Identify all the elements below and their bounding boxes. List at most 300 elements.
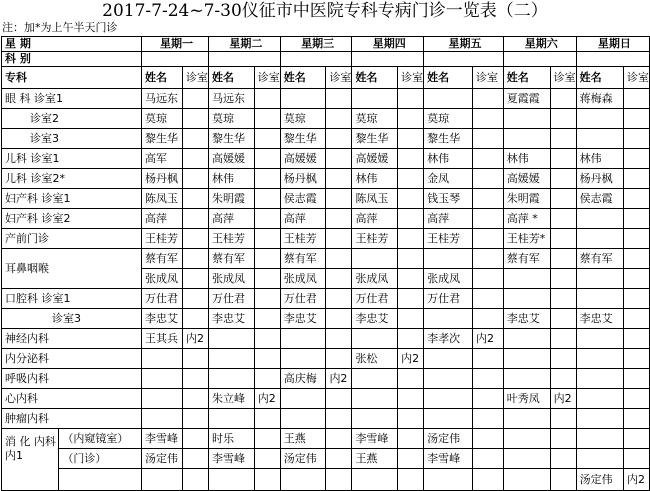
- clinic-column-header: 诊室: [183, 67, 209, 89]
- department-label: 肿瘤内科: [2, 409, 142, 429]
- department-label: 诊室3: [2, 309, 142, 329]
- doctor-name-cell: [142, 409, 183, 429]
- doctor-name-cell: 高媛媛: [503, 169, 550, 189]
- clinic-room-cell: [398, 309, 424, 329]
- clinic-room-cell: [623, 249, 649, 269]
- clinic-room-cell: [623, 169, 649, 189]
- doctor-name-cell: 莫琼: [424, 109, 473, 129]
- doctor-name-cell: 王桂芳: [352, 229, 398, 249]
- clinic-room-cell: [326, 169, 352, 189]
- day-header: 星期五: [424, 37, 504, 52]
- day-header: 星期一: [142, 37, 209, 52]
- doctor-name-cell: 王燕: [280, 429, 326, 449]
- doctor-name-cell: 李孝次: [424, 329, 473, 349]
- doctor-name-cell: 朱明霞: [503, 189, 550, 209]
- doctor-name-cell: 王桂芳: [280, 229, 326, 249]
- doctor-name-cell: 李忠艾: [209, 309, 255, 329]
- clinic-column-header: 诊室: [473, 67, 504, 89]
- doctor-name-cell: 朱立峰: [209, 389, 255, 409]
- doctor-name-cell: 黎生华: [280, 129, 326, 149]
- clinic-room-cell: [183, 189, 209, 209]
- clinic-subtype-label: （内窥镜室）: [59, 429, 142, 449]
- clinic-room-cell: [550, 149, 576, 169]
- clinic-room-cell: [254, 309, 280, 329]
- clinic-room-cell: [473, 409, 504, 429]
- doctor-name-cell: [424, 369, 473, 389]
- day-header-spacer: [503, 52, 576, 67]
- department-label: 儿科 诊室1: [2, 149, 142, 169]
- clinic-room-cell: [326, 289, 352, 309]
- doctor-name-cell: 钱玉琴: [424, 189, 473, 209]
- clinic-room-cell: [326, 389, 352, 409]
- clinic-room-cell: [473, 309, 504, 329]
- note-text: 注：加*为上午半天门诊: [2, 21, 118, 34]
- doctor-name-cell: [280, 409, 326, 429]
- clinic-room-cell: 内2: [398, 349, 424, 369]
- doctor-name-cell: 时乐: [209, 429, 255, 449]
- clinic-room-cell: [473, 209, 504, 229]
- clinic-room-cell: [254, 89, 280, 109]
- day-header: 星期四: [352, 37, 424, 52]
- clinic-room-cell: [623, 349, 649, 369]
- clinic-room-cell: [550, 409, 576, 429]
- doctor-name-cell: 蔡有军: [209, 249, 255, 269]
- doctor-name-cell: 万仕君: [209, 289, 255, 309]
- clinic-room-cell: [398, 149, 424, 169]
- clinic-room-cell: [326, 109, 352, 129]
- doctor-name-cell: 王桂芳*: [503, 229, 550, 249]
- clinic-room-cell: [398, 429, 424, 449]
- clinic-room-cell: [183, 89, 209, 109]
- doctor-name-cell: [576, 389, 623, 409]
- clinic-room-cell: [183, 349, 209, 369]
- doctor-name-cell: 张成凤: [352, 269, 398, 289]
- clinic-room-cell: [550, 429, 576, 449]
- clinic-room-cell: [550, 329, 576, 349]
- clinic-room-cell: [254, 129, 280, 149]
- clinic-room-cell: 内2: [623, 469, 649, 491]
- department-label: 神经内科: [2, 329, 142, 349]
- clinic-room-cell: [550, 89, 576, 109]
- name-column-header: 姓名: [142, 67, 183, 89]
- doctor-name-cell: 李忠艾: [503, 309, 550, 329]
- doctor-name-cell: 高媛媛: [280, 149, 326, 169]
- clinic-room-cell: [326, 129, 352, 149]
- doctor-name-cell: 万仕君: [142, 289, 183, 309]
- doctor-name-cell: [209, 409, 255, 429]
- doctor-name-cell: 李忠艾: [142, 309, 183, 329]
- clinic-room-cell: [326, 309, 352, 329]
- clinic-room-cell: [550, 249, 576, 269]
- day-header: 星期日: [576, 37, 649, 52]
- clinic-room-cell: [623, 289, 649, 309]
- doctor-name-cell: 蒋梅森: [576, 89, 623, 109]
- clinic-room-cell: [183, 269, 209, 289]
- clinic-room-cell: [326, 89, 352, 109]
- clinic-room-cell: [254, 229, 280, 249]
- clinic-room-cell: [254, 149, 280, 169]
- clinic-column-header: 诊室: [254, 67, 280, 89]
- doctor-name-cell: 蔡有军: [503, 249, 550, 269]
- clinic-room-cell: [473, 289, 504, 309]
- clinic-room-cell: [398, 449, 424, 469]
- clinic-room-cell: [254, 329, 280, 349]
- day-header: 星期三: [280, 37, 352, 52]
- department-label: 妇产科 诊室2: [2, 209, 142, 229]
- doctor-name-cell: [352, 249, 398, 269]
- clinic-room-cell: [254, 369, 280, 389]
- name-column-header: 姓名: [280, 67, 326, 89]
- doctor-name-cell: 万仕君: [424, 289, 473, 309]
- clinic-room-cell: [254, 289, 280, 309]
- clinic-room-cell: [254, 189, 280, 209]
- doctor-name-cell: [503, 269, 550, 289]
- doctor-name-cell: 林伟: [352, 169, 398, 189]
- doctor-name-cell: 黎生华: [352, 129, 398, 149]
- clinic-room-cell: [254, 209, 280, 229]
- doctor-name-cell: [576, 269, 623, 289]
- doctor-name-cell: 高萍: [424, 209, 473, 229]
- doctor-name-cell: 万仕君: [352, 289, 398, 309]
- doctor-name-cell: 汤定伟: [280, 449, 326, 469]
- doctor-name-cell: 林伟: [503, 149, 550, 169]
- doctor-name-cell: [352, 389, 398, 409]
- doctor-name-cell: 王桂芳: [142, 229, 183, 249]
- clinic-room-cell: [623, 409, 649, 429]
- doctor-name-cell: [280, 89, 326, 109]
- doctor-name-cell: 黎生华: [142, 129, 183, 149]
- clinic-room-cell: [623, 109, 649, 129]
- doctor-name-cell: [280, 329, 326, 349]
- clinic-room-cell: [326, 349, 352, 369]
- clinic-room-cell: [473, 449, 504, 469]
- doctor-name-cell: [576, 349, 623, 369]
- clinic-room-cell: [326, 429, 352, 449]
- doctor-name-cell: [503, 349, 550, 369]
- clinic-room-cell: [183, 129, 209, 149]
- clinic-room-cell: [473, 169, 504, 189]
- doctor-name-cell: [576, 129, 623, 149]
- clinic-room-cell: [326, 449, 352, 469]
- clinic-room-cell: [326, 329, 352, 349]
- doctor-name-cell: 莫琼: [209, 109, 255, 129]
- doctor-name-cell: [142, 349, 183, 369]
- clinic-room-cell: [623, 329, 649, 349]
- clinic-room-cell: [473, 149, 504, 169]
- clinic-room-cell: [473, 249, 504, 269]
- doctor-name-cell: 黎生华: [424, 129, 473, 149]
- clinic-room-cell: [550, 129, 576, 149]
- doctor-name-cell: [352, 329, 398, 349]
- doctor-name-cell: 高萍: [280, 209, 326, 229]
- corner-header-dept: 科 别: [2, 52, 142, 67]
- doctor-name-cell: [576, 209, 623, 229]
- doctor-name-cell: [352, 369, 398, 389]
- clinic-room-cell: [326, 229, 352, 249]
- clinic-room-cell: [550, 209, 576, 229]
- clinic-room-cell: [398, 229, 424, 249]
- department-label: [2, 429, 59, 491]
- clinic-room-cell: [623, 89, 649, 109]
- doctor-name-cell: 黎生华: [209, 129, 255, 149]
- clinic-room-cell: [473, 369, 504, 389]
- doctor-name-cell: 王桂芳: [209, 229, 255, 249]
- clinic-room-cell: [254, 169, 280, 189]
- clinic-room-cell: [183, 309, 209, 329]
- clinic-room-cell: [473, 389, 504, 409]
- doctor-name-cell: 马远东: [209, 89, 255, 109]
- doctor-name-cell: 叶秀凤: [503, 389, 550, 409]
- doctor-name-cell: 金凤: [424, 169, 473, 189]
- clinic-room-cell: [254, 449, 280, 469]
- department-label: 诊室2: [2, 109, 142, 129]
- clinic-room-cell: [623, 229, 649, 249]
- doctor-name-cell: [424, 389, 473, 409]
- clinic-room-cell: [254, 269, 280, 289]
- doctor-name-cell: 林伟: [424, 149, 473, 169]
- doctor-name-cell: 高庆梅: [280, 369, 326, 389]
- clinic-room-cell: [183, 209, 209, 229]
- doctor-name-cell: [503, 429, 550, 449]
- clinic-room-cell: [550, 169, 576, 189]
- clinic-room-cell: [398, 249, 424, 269]
- corner-header-day: 星 期: [2, 37, 142, 52]
- doctor-name-cell: [503, 449, 550, 469]
- doctor-name-cell: [209, 349, 255, 369]
- doctor-name-cell: 汤定伟: [142, 449, 183, 469]
- clinic-room-cell: [473, 229, 504, 249]
- clinic-room-cell: [550, 369, 576, 389]
- clinic-room-cell: [623, 369, 649, 389]
- doctor-name-cell: [424, 409, 473, 429]
- doctor-name-cell: 李雪峰: [142, 429, 183, 449]
- doctor-name-cell: 夏霞霞: [503, 89, 550, 109]
- clinic-room-cell: [183, 289, 209, 309]
- clinic-room-cell: [326, 249, 352, 269]
- doctor-name-cell: [142, 369, 183, 389]
- clinic-room-cell: [623, 149, 649, 169]
- clinic-room-cell: [550, 309, 576, 329]
- name-column-header: 姓名: [352, 67, 398, 89]
- doctor-name-cell: 张松: [352, 349, 398, 369]
- doctor-name-cell: 张成凤: [142, 269, 183, 289]
- clinic-room-cell: [183, 389, 209, 409]
- clinic-room-cell: [473, 269, 504, 289]
- clinic-room-cell: [473, 129, 504, 149]
- day-header-spacer: [352, 52, 424, 67]
- clinic-room-cell: [183, 369, 209, 389]
- clinic-room-cell: [398, 129, 424, 149]
- doctor-name-cell: 林伟: [209, 169, 255, 189]
- doctor-name-cell: [424, 309, 473, 329]
- clinic-room-cell: [623, 429, 649, 449]
- clinic-room-cell: [473, 429, 504, 449]
- doctor-name-cell: 李雪峰: [424, 449, 473, 469]
- doctor-name-cell: 王桂芳: [424, 229, 473, 249]
- doctor-name-cell: 陈凤玉: [142, 189, 183, 209]
- doctor-name-cell: 侯志霞: [280, 189, 326, 209]
- clinic-column-header: 诊室: [623, 67, 649, 89]
- day-header: 星期二: [209, 37, 281, 52]
- clinic-room-cell: 内2: [183, 329, 209, 349]
- doctor-name-cell: 高萍: [352, 209, 398, 229]
- doctor-name-cell: [503, 289, 550, 309]
- doctor-name-cell: 高媛媛: [209, 149, 255, 169]
- doctor-name-cell: 陈凤玉: [352, 189, 398, 209]
- clinic-room-cell: [183, 409, 209, 429]
- doctor-name-cell: [576, 429, 623, 449]
- doctor-name-cell: [209, 329, 255, 349]
- department-label-line1: 消 化 内科: [5, 435, 56, 448]
- clinic-column-header: 诊室: [550, 67, 576, 89]
- doctor-name-cell: [209, 369, 255, 389]
- clinic-room-cell: [326, 409, 352, 429]
- name-column-header: 姓名: [503, 67, 550, 89]
- doctor-name-cell: 莫琼: [280, 109, 326, 129]
- doctor-name-cell: 杨丹枫: [576, 169, 623, 189]
- clinic-room-cell: 内2: [550, 389, 576, 409]
- doctor-name-cell: 高萍 *: [503, 209, 550, 229]
- doctor-name-cell: [352, 409, 398, 429]
- doctor-name-cell: [576, 409, 623, 429]
- doctor-name-cell: 李忠艾: [280, 309, 326, 329]
- clinic-room-cell: 内2: [326, 369, 352, 389]
- clinic-room-cell: [183, 429, 209, 449]
- clinic-room-cell: [550, 109, 576, 129]
- doctor-name-cell: 莫琼: [142, 109, 183, 129]
- doctor-name-cell: 马远东: [142, 89, 183, 109]
- clinic-room-cell: [623, 309, 649, 329]
- doctor-name-cell: [576, 449, 623, 469]
- schedule-table: [1, 36, 650, 491]
- department-label: 心内科: [2, 389, 142, 409]
- day-header-spacer: [142, 52, 209, 67]
- clinic-room-cell: [398, 289, 424, 309]
- clinic-room-cell: [550, 229, 576, 249]
- doctor-name-cell: 侯志霞: [576, 189, 623, 209]
- clinic-column-header: 诊室: [326, 67, 352, 89]
- name-column-header: 姓名: [209, 67, 255, 89]
- clinic-room-cell: [254, 109, 280, 129]
- doctor-name-cell: [142, 389, 183, 409]
- doctor-name-cell: 王燕: [352, 449, 398, 469]
- clinic-room-cell: [550, 449, 576, 469]
- clinic-room-cell: [326, 269, 352, 289]
- clinic-room-cell: [398, 269, 424, 289]
- doctor-name-cell: 朱明霞: [209, 189, 255, 209]
- doctor-name-cell: [503, 329, 550, 349]
- clinic-room-cell: [623, 189, 649, 209]
- doctor-name-cell: 杨丹枫: [280, 169, 326, 189]
- clinic-room-cell: [550, 189, 576, 209]
- doctor-name-cell: [576, 329, 623, 349]
- clinic-room-cell: [398, 389, 424, 409]
- doctor-name-cell: [576, 289, 623, 309]
- doctor-name-cell: [280, 389, 326, 409]
- doctor-name-cell: 杨丹枫: [142, 169, 183, 189]
- doctor-name-cell: [576, 229, 623, 249]
- clinic-room-cell: [326, 149, 352, 169]
- clinic-room-cell: [183, 169, 209, 189]
- clinic-room-cell: [550, 269, 576, 289]
- doctor-name-cell: 李忠艾: [576, 309, 623, 329]
- page-title: 2017-7-24~7-30仪征市中医院专科专病门诊一览表（二）: [102, 1, 548, 21]
- clinic-room-cell: [398, 329, 424, 349]
- clinic-room-cell: [473, 89, 504, 109]
- doctor-name-cell: [503, 369, 550, 389]
- clinic-room-cell: 内2: [254, 389, 280, 409]
- clinic-room-cell: [254, 409, 280, 429]
- clinic-room-cell: [398, 169, 424, 189]
- day-header-spacer: [209, 52, 281, 67]
- doctor-name-cell: [503, 129, 550, 149]
- doctor-name-cell: 汤定伟: [424, 429, 473, 449]
- department-label: 口腔科 诊室1: [2, 289, 142, 309]
- clinic-room-cell: [326, 209, 352, 229]
- clinic-room-cell: [183, 449, 209, 469]
- clinic-room-cell: [623, 389, 649, 409]
- clinic-room-cell: [183, 229, 209, 249]
- doctor-name-cell: [503, 409, 550, 429]
- doctor-name-cell: 林伟: [576, 149, 623, 169]
- day-header-spacer: [576, 52, 649, 67]
- department-label: 儿科 诊室2*: [2, 169, 142, 189]
- clinic-room-cell: [623, 129, 649, 149]
- doctor-name-cell: 李雪峰: [209, 449, 255, 469]
- doctor-name-cell: 高萍: [209, 209, 255, 229]
- doctor-name-cell: [424, 89, 473, 109]
- department-label-line2: 内1: [5, 449, 23, 462]
- doctor-name-cell: [424, 249, 473, 269]
- doctor-name-cell: 蔡有军: [142, 249, 183, 269]
- department-label: 妇产科 诊室1: [2, 189, 142, 209]
- clinic-column-header: 诊室: [398, 67, 424, 89]
- department-label: 眼 科 诊室1: [2, 89, 142, 109]
- department-label: 诊室3: [2, 129, 142, 149]
- clinic-room-cell: [550, 349, 576, 369]
- doctor-name-cell: 张成凤: [424, 269, 473, 289]
- doctor-name-cell: [280, 349, 326, 369]
- doctor-name-cell: 万仕君: [280, 289, 326, 309]
- doctor-name-cell: 高军: [142, 149, 183, 169]
- clinic-room-cell: [254, 249, 280, 269]
- doctor-name-cell: [503, 109, 550, 129]
- clinic-subtype-label: （门诊）: [59, 449, 142, 469]
- day-header-spacer: [280, 52, 352, 67]
- doctor-name-cell: 张成凤: [280, 269, 326, 289]
- doctor-name-cell: 莫琼: [352, 109, 398, 129]
- doctor-name-cell: [576, 369, 623, 389]
- doctor-name-cell: 蔡有军: [576, 249, 623, 269]
- doctor-name-cell: [576, 109, 623, 129]
- department-label: 内分泌科: [2, 349, 142, 369]
- clinic-room-cell: [623, 269, 649, 289]
- doctor-name-cell: 高媛媛: [352, 149, 398, 169]
- clinic-room-cell: [473, 349, 504, 369]
- clinic-room-cell: [398, 209, 424, 229]
- day-header-spacer: [424, 52, 504, 67]
- dept-column-header: 专科: [2, 67, 142, 89]
- clinic-room-cell: [398, 189, 424, 209]
- clinic-room-cell: [473, 189, 504, 209]
- clinic-room-cell: [398, 409, 424, 429]
- doctor-name-cell: 张成凤: [209, 269, 255, 289]
- doctor-name-cell: 汤定伟: [576, 469, 623, 491]
- clinic-room-cell: [473, 109, 504, 129]
- department-label: 耳鼻咽喉: [2, 249, 142, 289]
- clinic-room-cell: [398, 89, 424, 109]
- clinic-room-cell: [398, 109, 424, 129]
